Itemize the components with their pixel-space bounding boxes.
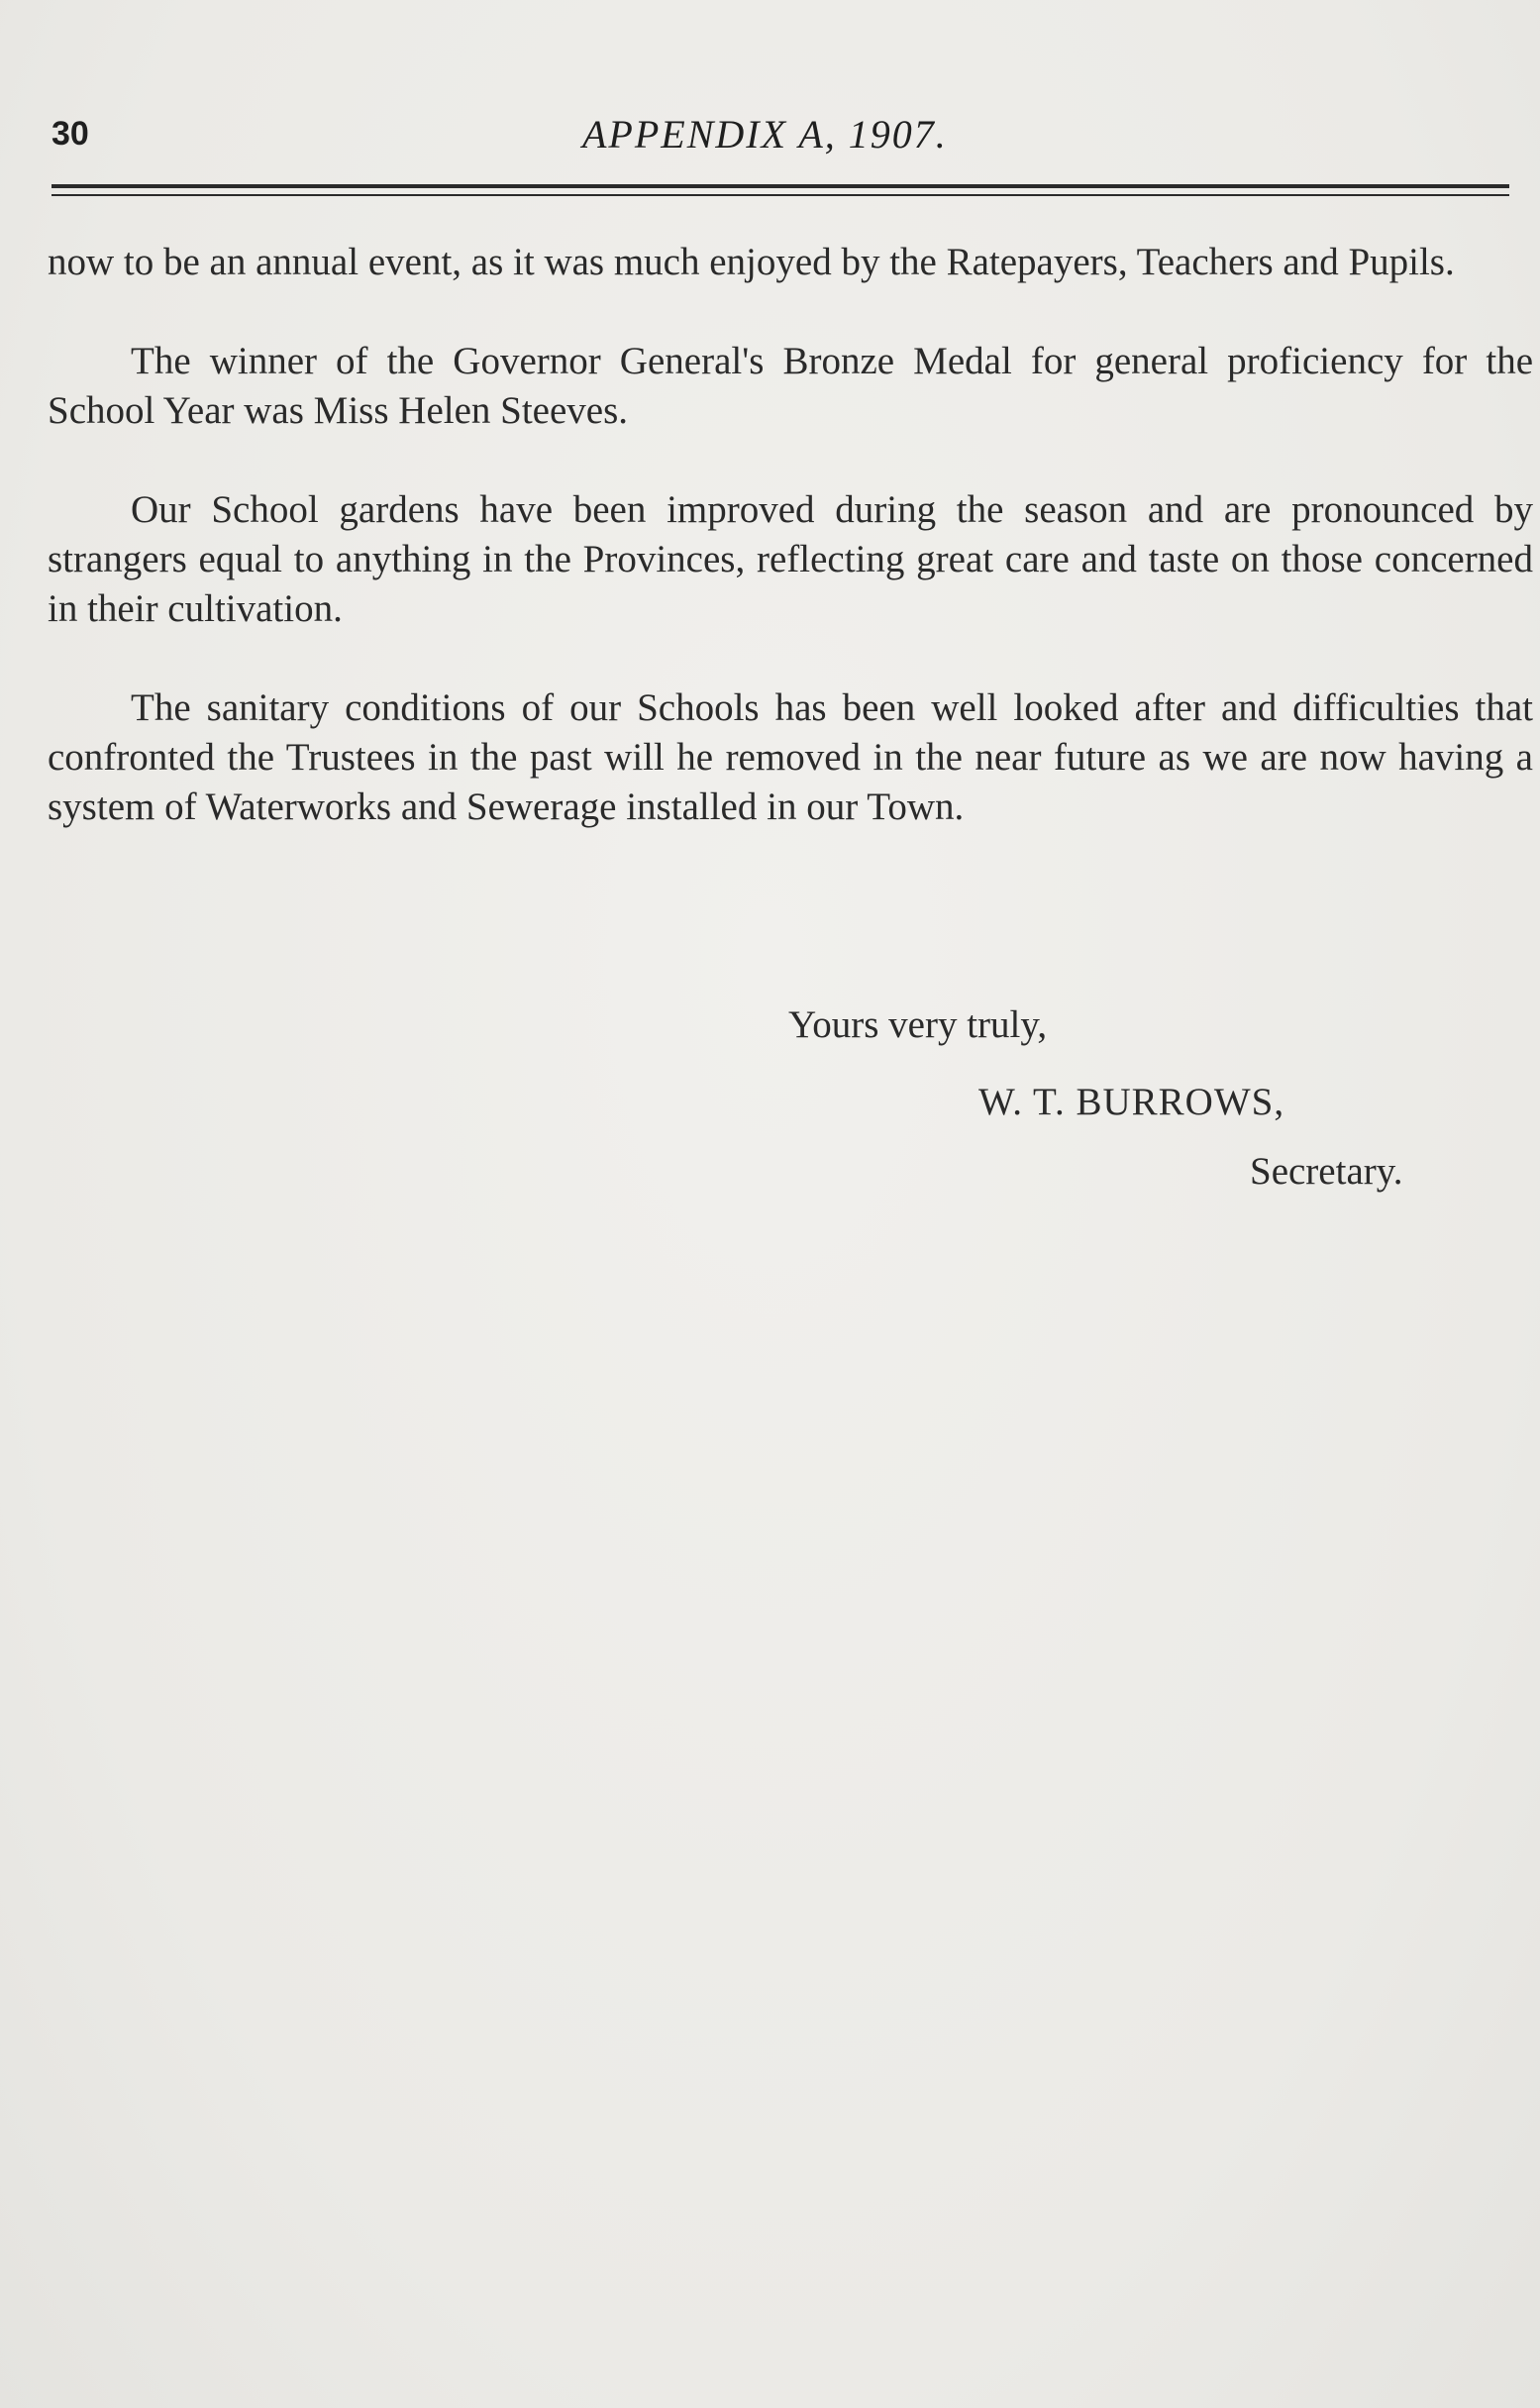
closing-salutation: Yours very truly, xyxy=(788,1003,1048,1046)
page-number: 30 xyxy=(51,115,89,153)
paragraph-sanitary: The sanitary conditions of our Schools has been well looked after and difficulties that confronted the Trustees in the past will he removed in the near future as we are now having a system of Waterworks and Sewerage installed in our Town. xyxy=(48,686,1533,828)
paragraph-medal: The winner of the Governor General's Bronze Medal for general proficiency for the School Year was Miss Helen Steeves. xyxy=(48,340,1533,432)
signature-title: Secretary. xyxy=(1250,1150,1403,1193)
signature-name: W. T. BURROWS, xyxy=(978,1081,1285,1123)
header-rule-secondary xyxy=(51,194,1509,196)
body-text xyxy=(48,238,1533,882)
header-rule xyxy=(51,184,1509,188)
page-header xyxy=(48,107,1513,166)
running-head: APPENDIX A, 1907. xyxy=(582,112,948,157)
paragraph-gardens: Our School gardens have been improved during the season and are pronounced by strangers equal to anything in the Provinces, reflecting great care and taste on those concerned in their cultivation. xyxy=(48,488,1533,630)
paragraph-continuation: now to be an annual event, as it was much enjoyed by the Ratepayers, Teachers and Pupils. xyxy=(48,241,1455,283)
